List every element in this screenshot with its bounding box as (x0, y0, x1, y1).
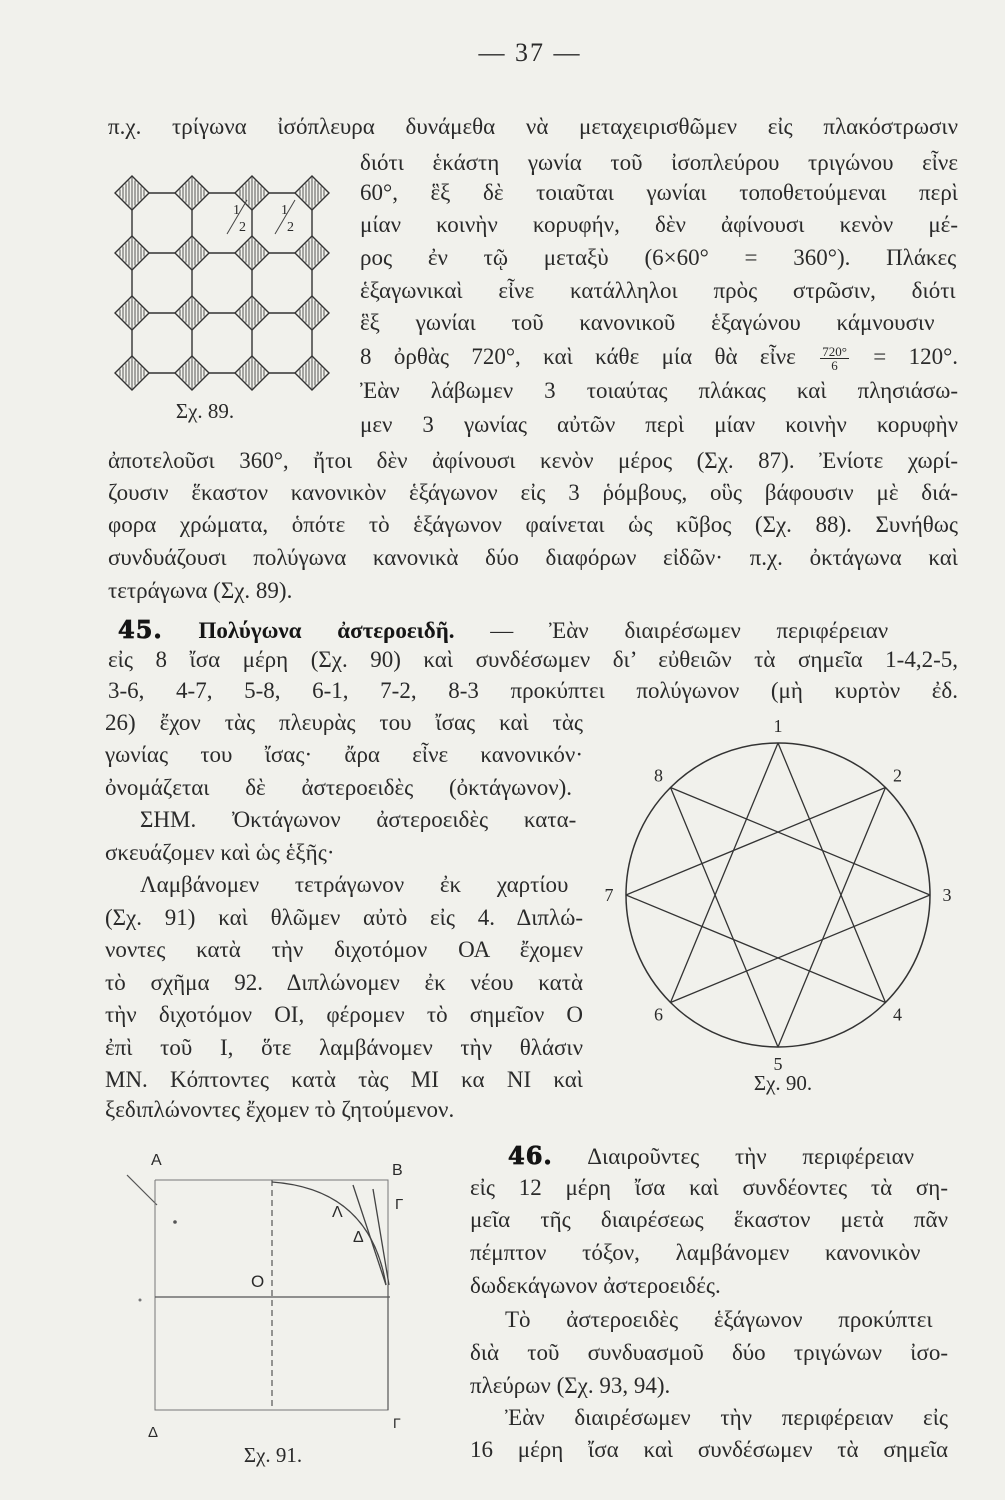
fraction-denominator: 6 (820, 358, 849, 372)
star-chord (626, 895, 885, 1002)
text-fragment: — Ἐὰν διαιρέσωμεν περιφέρειαν (490, 618, 889, 643)
text-line-content: 16 μέρη ἴσα καὶ συνδέσωμεν τὰ σημεῖα (470, 1437, 948, 1462)
star-chord (671, 895, 930, 1002)
section-number: 46. (508, 1141, 553, 1170)
text-line (360, 148, 958, 178)
star-chord (778, 788, 885, 1047)
text-line (360, 376, 958, 406)
figure-90-star-octagon (600, 716, 960, 1074)
text-line-content: πέμπτον τόξον, λαμβάνομεν κανονικὸν (470, 1240, 921, 1265)
text-line-content: μεῖα τῆς διαιρέσεως ἕκαστον μετὰ πᾶν (470, 1207, 948, 1232)
text-line-content: ὀνομάζεται δὲ ἀστεροειδὲς (ὀκτάγωνον). (105, 775, 573, 800)
text-line-content: Ἐὰν διαιρέσωμεν τὴν περιφέρειαν εἰς (505, 1405, 948, 1430)
text-line-content: 60°, ἓξ δὲ τοιαῦται γωνίαι τοποθετούμεναι περὶ (360, 180, 958, 205)
text-line-content: Τὸ ἀστεροειδὲς ἑξάγωνον προκύπτει (505, 1307, 933, 1332)
text-line (360, 342, 958, 372)
text-line-content: νοντες κατὰ τὴν διχοτόμον ΟΑ ἔχομεν (105, 937, 583, 962)
point-label: 4 (893, 1004, 903, 1025)
text-line (140, 805, 583, 835)
text-line-content: (Σχ. 91) καὶ θλῶμεν αὐτὸ εἰς 4. Διπλώ- (105, 905, 583, 930)
text-line (108, 112, 958, 142)
text-line-content: 3-6, 4-7, 5-8, 6-1, 7-2, 8-3 προκύπτει πολύγωνον (μὴ κυρτὸν ἐδ. (108, 678, 958, 703)
label-delta-inner: Δ (353, 1229, 364, 1246)
point-label: 1 (773, 716, 783, 736)
text-line-content: μίαν κοινὴν κορυφήν, δὲν ἀφίνουσι κενὸν μέ- (360, 212, 958, 237)
text-line-content: ΣΗΜ. Ὀκτάγωνον ἀστεροειδὲς κατα- (140, 807, 577, 832)
text-line-content: ἀποτελοῦσι 360°, ἤτοι δὲν ἀφίνουσι κενὸν μέρος (Σχ. 87). Ἐνίοτε χωρί- (108, 448, 958, 473)
text-line (108, 543, 958, 573)
label-o: O (251, 1272, 265, 1291)
star-chord (778, 743, 885, 1002)
text-line (105, 1033, 583, 1063)
text-line (360, 276, 958, 306)
point-label: 3 (942, 885, 952, 905)
text-line (105, 1065, 583, 1095)
text-line-content: Ἐὰν λάβωμεν 3 τοιαύτας πλάκας καὶ πλησιάσω- (360, 378, 958, 403)
text-line-content (508, 1141, 914, 1172)
half-label-numerator: 1 (233, 203, 240, 218)
text-line-content: διότι ἑκάστη γωνία τοῦ ἰσοπλεύρου τριγώνου εἶνε (360, 150, 958, 175)
dot-mark (139, 1299, 142, 1302)
text-line-content: 26) ἔχον τὰς πλευρὰς του ἴσας καὶ τὰς (105, 710, 583, 735)
label-gamma-bottom: Γ (393, 1415, 401, 1431)
text-fragment: Διαιροῦντες τὴν περιφέρειαν (587, 1144, 915, 1169)
text-line-content: ξεδιπλώνοντες ἔχομεν τὸ ζητούμενον. (105, 1097, 455, 1122)
fraction (820, 345, 849, 372)
section-number: 45. (118, 615, 163, 644)
section-45-heading-line (118, 615, 958, 645)
section-title: Πολύγωνα ἀστεροειδῆ. (198, 618, 455, 643)
figure-89-octagon-tiling (105, 170, 345, 400)
half-label-denominator: 2 (239, 220, 246, 235)
point-label: 5 (773, 1054, 783, 1074)
text-line (108, 478, 958, 508)
text-line (105, 935, 583, 965)
text-line-content (118, 615, 888, 646)
star-chord (626, 788, 885, 895)
text-line-content: φορα χρώματα, ὁπότε τὸ ἑξάγωνον φαίνεται ὡς κῦβος (Σχ. 88). Συνήθως (108, 512, 958, 537)
star-chord (671, 788, 778, 1047)
dot-mark (173, 1220, 177, 1224)
text-line-content: διὰ τοῦ συνδυασμοῦ δύο τριγώνων ἰσο- (470, 1340, 948, 1365)
star-chord (671, 788, 930, 895)
text-line-content: Λαμβάνομεν τετράγωνον ἐκ χαρτίου (140, 872, 569, 897)
label-a: A (151, 1152, 162, 1169)
text-line-content: ἐπὶ τοῦ Ι, ὅτε λαμβάνομεν τὴν θλάσιν (105, 1035, 583, 1060)
star-chord (671, 743, 778, 1002)
text-line-content: εἰς 12 μέρη ἴσα καὶ συνδέοντες τὰ ση- (470, 1175, 948, 1200)
text-line (105, 708, 583, 738)
text-line-content: τετράγωνα (Σχ. 89). (108, 578, 293, 603)
text-line (108, 645, 958, 675)
point-label: 8 (653, 765, 663, 786)
text-line (505, 1403, 948, 1433)
page-number (430, 38, 630, 68)
text-line (105, 773, 583, 803)
text-line-content: ρος ἐν τῷ μεταξὺ (6×60° = 360°). Πλάκες (360, 245, 957, 270)
figure-89-caption (160, 396, 250, 426)
text-line (470, 1435, 948, 1465)
half-label-denominator: 2 (287, 220, 294, 235)
text-line-content: ζουσιν ἕκαστον κανονικὸν ἑξάγωνον εἰς 3 ῥόμβους, οὓς βάφουσιν μὲ διά- (108, 480, 958, 505)
text-line (470, 1205, 948, 1235)
text-line (105, 968, 583, 998)
text-line (360, 243, 958, 273)
text-line-content: ἑξαγωνικαὶ εἶνε κατάλληλοι πρὸς στρῶσιν, διότι (360, 278, 956, 303)
figure-91-caption (228, 1440, 318, 1470)
label-b: B (392, 1162, 403, 1179)
text-line (360, 210, 958, 240)
label-delta-bottom: Δ (148, 1424, 159, 1441)
text-line-content (360, 342, 958, 372)
text-line-content: τὸ σχῆμα 92. Διπλώνομεν ἐκ νέου κατὰ (105, 970, 583, 995)
text-line (105, 1095, 583, 1125)
fraction-numerator: 720° (822, 344, 847, 360)
text-line (470, 1338, 948, 1368)
label-gamma-top: Γ (395, 1196, 404, 1213)
text-line-content: τὴν διχοτόμον ΟΙ, φέρομεν τὸ σημεῖον Ο (105, 1002, 583, 1027)
figure-90-caption (738, 1068, 828, 1098)
text-line (470, 1238, 948, 1268)
text-line-content: γωνίας του ἴσας· ἄρα εἶνε κανονικόν· (105, 742, 583, 767)
section-46-heading-line (508, 1141, 948, 1171)
text-line (108, 676, 958, 706)
text-line-content: σκευάζομεν καὶ ὡς ἑξῆς· (105, 840, 335, 865)
caption-text: Σχ. 90. (753, 1071, 813, 1095)
figure-91-folded-square (115, 1145, 415, 1445)
text-line (108, 576, 958, 606)
text-line (105, 838, 583, 868)
text-line (108, 510, 958, 540)
text-line (105, 1000, 583, 1030)
text-line-content: μεν 3 γωνίας αὐτῶν περὶ μίαν κοινὴν κορυφὴν (360, 412, 958, 437)
text-line (470, 1173, 948, 1203)
caption-text: Σχ. 91. (243, 1443, 303, 1467)
text-line (360, 178, 958, 208)
page-number-text: — 37 — (478, 38, 582, 67)
text-line (360, 410, 958, 440)
text-line-content: εἰς 8 ἴσα μέρη (Σχ. 90) καὶ συνδέσωμεν δι’ εὐθειῶν τὰ σημεῖα 1-4,2-5, (108, 647, 958, 672)
text-fragment: = 120°. (873, 344, 959, 369)
label-lambda: Λ (332, 1204, 343, 1221)
text-line (470, 1271, 948, 1301)
text-line-content: π.χ. τρίγωνα ἰσόπλευρα δυνάμεθα νὰ μεταχειρισθῶμεν εἰς πλακόστρωσιν (108, 114, 958, 139)
text-line (105, 903, 583, 933)
point-label: 7 (604, 885, 614, 905)
text-line-content: συνδυάζουσι πολύγωνα κανονικὰ δύο διαφόρων εἰδῶν· π.χ. ὀκτάγωνα καὶ (108, 545, 958, 570)
text-fragment: 8 ὀρθὰς 720°, καὶ κάθε μία θὰ εἶνε (360, 344, 796, 369)
text-line (140, 870, 583, 900)
text-line (108, 446, 958, 476)
point-label: 6 (653, 1004, 663, 1025)
point-label: 2 (893, 765, 903, 786)
fold-slash-mark (127, 1175, 157, 1205)
text-line-content: ἓξ γωνίαι τοῦ κανονικοῦ ἑξαγώνου κάμνουσιν (360, 310, 935, 335)
caption-text: Σχ. 89. (175, 399, 235, 423)
text-line-content: πλεύρων (Σχ. 93, 94). (470, 1373, 671, 1398)
half-label-numerator: 1 (281, 203, 288, 218)
text-line (105, 740, 583, 770)
text-line (360, 308, 958, 338)
text-line (505, 1305, 948, 1335)
text-line-content: δωδεκάγωνον ἀστεροειδές. (470, 1273, 721, 1298)
text-line (470, 1371, 948, 1401)
text-line-content: ΜΝ. Κόπτοντες κατὰ τὰς ΜΙ κα ΝΙ καὶ (105, 1067, 583, 1092)
